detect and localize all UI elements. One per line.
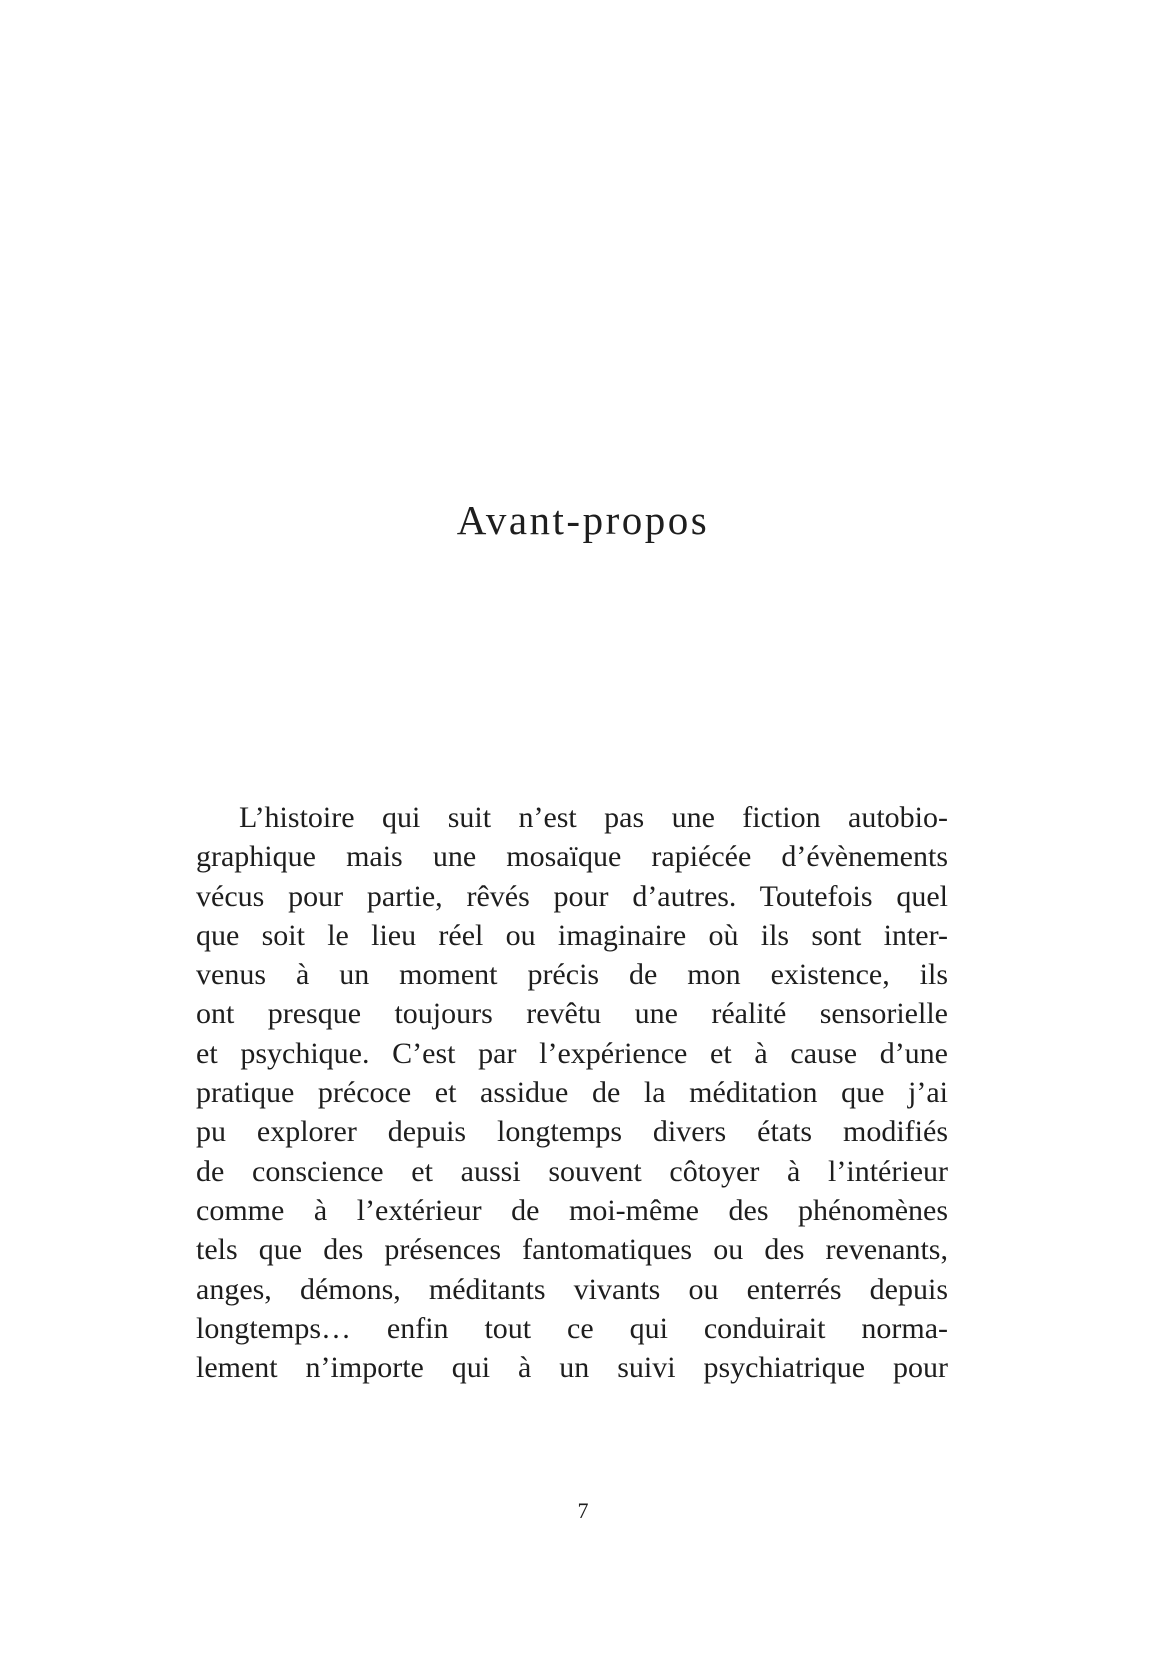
text-line: comme à l’extérieur de moi-même des phénomènes bbox=[196, 1193, 948, 1227]
text-line: pratique précoce et assidue de la méditation que j’ai bbox=[196, 1076, 948, 1110]
text-line: anges, démons, méditants vivants ou enterrés depuis bbox=[196, 1272, 948, 1306]
text-line: de conscience et aussi souvent côtoyer à l’intérieur bbox=[196, 1154, 948, 1188]
text-line: graphique mais une mosaïque rapiécée d’évènements bbox=[196, 840, 948, 874]
text-line: ont presque toujours revêtu une réalité sensorielle bbox=[196, 997, 948, 1031]
text-line: tels que des présences fantomatiques ou des revenants, bbox=[196, 1233, 948, 1267]
chapter-title: Avant-propos bbox=[456, 497, 710, 543]
text-line: vécus pour partie, rêvés pour d’autres. Toutefois quel bbox=[196, 879, 948, 913]
body-paragraph bbox=[196, 798, 948, 1387]
text-line: et psychique. C’est par l’expérience et à cause d’une bbox=[196, 1036, 948, 1070]
text-line: lement n’importe qui à un suivi psychiatrique pour bbox=[196, 1351, 948, 1385]
text-line: que soit le lieu réel ou imaginaire où ils sont inter- bbox=[196, 918, 948, 952]
text-line: longtemps… enfin tout ce qui conduirait norma- bbox=[196, 1311, 948, 1345]
page-number: 7 bbox=[577, 1498, 589, 1523]
text-line: L’histoire qui suit n’est pas une fiction autobio- bbox=[239, 801, 948, 834]
text-line: pu explorer depuis longtemps divers états modifiés bbox=[196, 1115, 948, 1149]
text-line: venus à un moment précis de mon existence, ils bbox=[196, 958, 948, 992]
